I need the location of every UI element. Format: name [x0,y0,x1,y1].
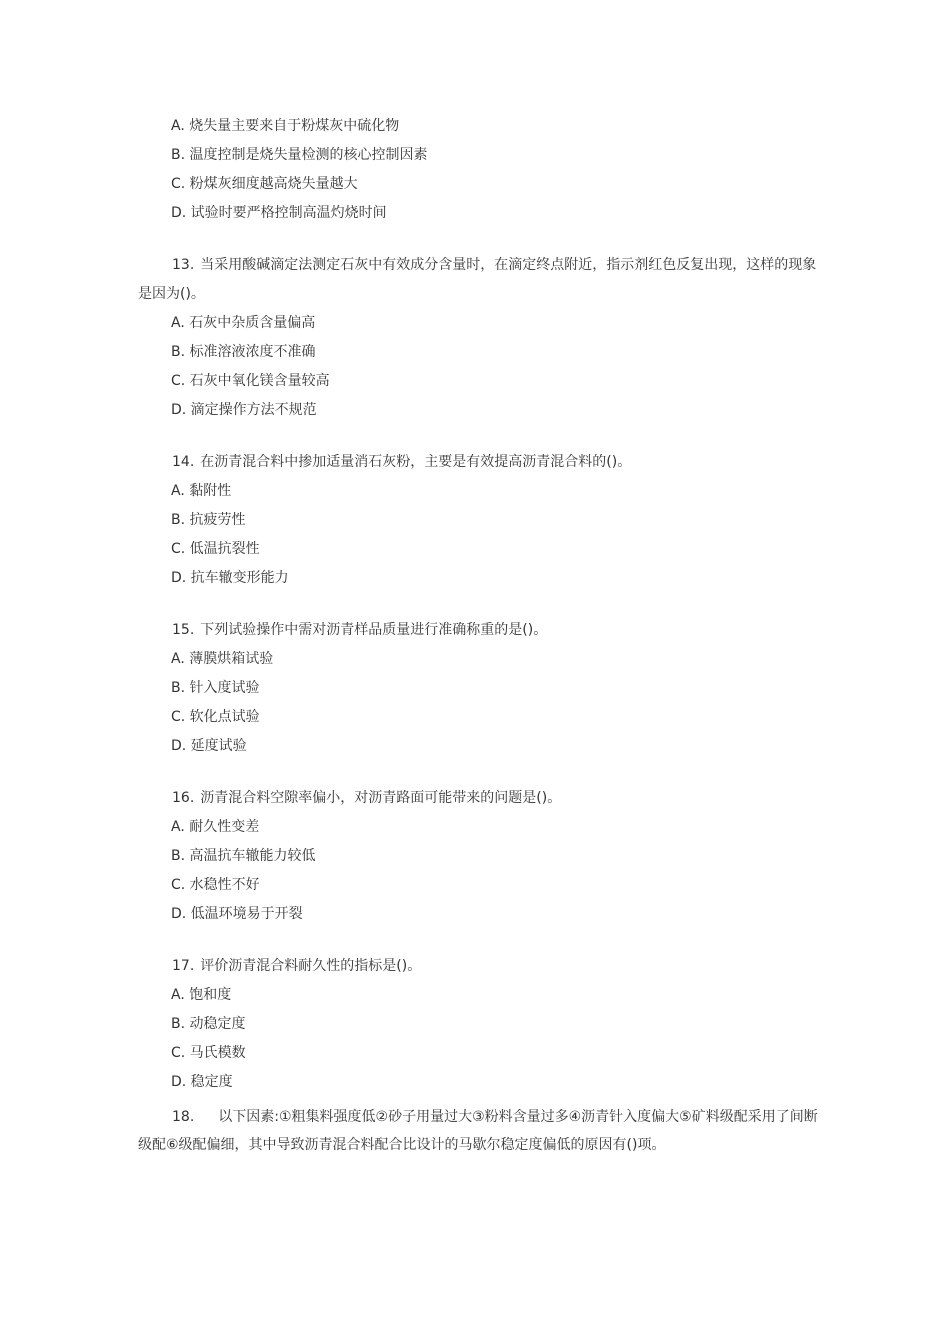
question-18 [138,1103,818,1159]
option-a: A. 黏附性 [171,483,232,499]
option-a: A. 石灰中杂质含量偏高 [171,315,316,331]
option-d: D. 抗车辙变形能力 [171,570,289,586]
question-text: 评价沥青混合料耐久性的指标是()。 [200,958,422,974]
question-text: 以下因素:①粗集料强度低②砂子用量过大③粉料含量过多④沥青针入度偏大⑤矿料级配采用了间断级配⑥级配偏细，其中导致沥青混合料配合比设计的马歇尔稳定度偏低的原因有()项。 [138,1109,818,1153]
option-d: D. 延度试验 [171,738,247,754]
option-c: C. 马氏模数 [171,1045,246,1061]
question-14-options [138,477,818,593]
option-c: C. 低温抗裂性 [171,541,260,557]
question-16 [138,784,818,813]
option-a: A. 耐久性变差 [171,819,260,835]
option-d: D. 稳定度 [171,1074,233,1090]
question-15 [138,616,818,645]
question-number: 13. [172,257,195,273]
option-b: B. 抗疲劳性 [171,512,246,528]
question-16-options [138,813,818,929]
question-number: 17. [172,958,195,974]
question-number: 18. [172,1109,195,1125]
option-b: B. 针入度试验 [171,680,260,696]
option-c: C. 水稳性不好 [171,877,260,893]
question-number: 16. [172,790,195,806]
option-c: C. 粉煤灰细度越高烧失量越大 [171,176,358,192]
option-b: B. 温度控制是烧失量检测的核心控制因素 [171,147,428,163]
option-c: C. 石灰中氧化镁含量较高 [171,373,330,389]
document-page [138,112,818,1159]
question-17 [138,952,818,981]
option-b: B. 高温抗车辙能力较低 [171,848,316,864]
option-a: A. 烧失量主要来自于粉煤灰中硫化物 [171,118,400,134]
option-d: D. 试验时要严格控制高温灼烧时间 [171,205,387,221]
option-b: B. 动稳定度 [171,1016,246,1032]
question-text: 下列试验操作中需对沥青样品质量进行准确称重的是()。 [200,622,548,638]
question-15-options [138,645,818,761]
question-12-options [138,112,818,228]
question-number: 14. [172,454,195,470]
question-number: 15. [172,622,195,638]
option-d: D. 滴定操作方法不规范 [171,402,317,418]
option-c: C. 软化点试验 [171,709,260,725]
option-a: A. 薄膜烘箱试验 [171,651,274,667]
question-text: 当采用酸碱滴定法测定石灰中有效成分含量时，在滴定终点附近，指示剂红色反复出现，这样的现象是因为()。 [138,257,817,302]
option-d: D. 低温环境易于开裂 [171,906,303,922]
question-text: 在沥青混合料中掺加适量消石灰粉，主要是有效提高沥青混合料的()。 [200,454,632,470]
option-b: B. 标准溶液浓度不准确 [171,344,316,360]
question-13-options [138,309,818,425]
option-a: A. 饱和度 [171,987,232,1003]
question-14 [138,448,818,477]
question-13 [138,251,818,309]
question-17-options [138,981,818,1097]
question-text: 沥青混合料空隙率偏小，对沥青路面可能带来的问题是()。 [200,790,562,806]
